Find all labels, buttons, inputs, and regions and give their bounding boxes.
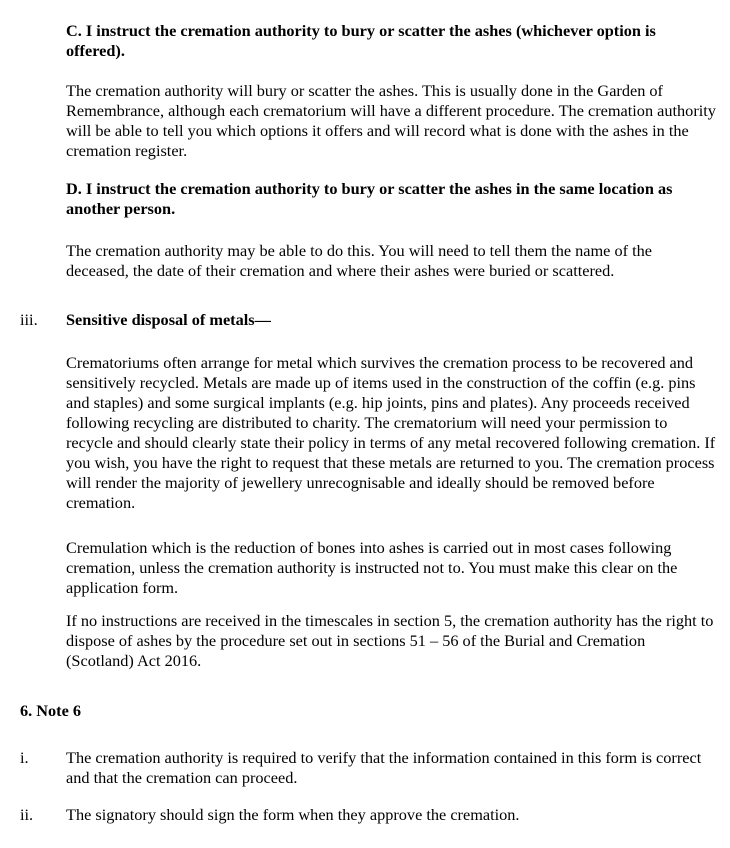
note-6-heading: 6. Note 6: [20, 701, 82, 720]
note-6-item-ii-text: The signatory should sign the form when they approve the cremation.: [66, 805, 520, 824]
cremulation-paragraph: Cremulation which is the reduction of bones into ashes is carried out in most cases following cremation, unless the cremation authority is instructed not to. You must make this clear on the application form.: [66, 538, 678, 597]
note-6-item-ii-marker: ii.: [20, 805, 34, 824]
section-c-heading: C. I instruct the cremation authority to bury or scatter the ashes (whichever option is offered).: [66, 21, 656, 60]
item-iii-heading: Sensitive disposal of metals—: [66, 310, 271, 329]
timescales-paragraph: If no instructions are received in the timescales in section 5, the cremation authority has the right to dispose of ashes by the procedure set out in sections 51 – 56 of the Burial and Cremation (Scotland) Act 2016.: [66, 611, 714, 670]
metals-paragraph: Crematoriums often arrange for metal which survives the cremation process to be recovered and sensitively recycled. Metals are made up of items used in the construction of the coffin (e.g. pins and staples) and some surgical implants (e.g. hip joints, pins and plates). Any proceeds received following recycling are distributed to charity. The crematorium will need your permission to recycle and should clearly state their policy in terms of any metal recovered following cremation. If you wish, you have the right to request that these metals are returned to you. The cremation process will render the majority of jewellery unrecognisable and ideally should be removed before cremation.: [66, 353, 716, 512]
section-d-body: The cremation authority may be able to do this. You will need to tell them the name of the deceased, the date of their cremation and where their ashes were buried or scattered.: [66, 241, 652, 280]
item-iii-marker: iii.: [20, 310, 38, 329]
note-6-item-i-marker: i.: [20, 748, 29, 767]
section-c-body: The cremation authority will bury or scatter the ashes. This is usually done in the Garden of Remembrance, although each crematorium will have a different procedure. The cremation authority will be able to tell you which options it offers and will record what is done with the ashes in the cremation register.: [66, 81, 716, 160]
section-d-heading: D. I instruct the cremation authority to bury or scatter the ashes in the same location as another person.: [66, 179, 673, 218]
note-6-item-i-text: The cremation authority is required to verify that the information contained in this form is correct and that the cremation can proceed.: [66, 748, 702, 787]
